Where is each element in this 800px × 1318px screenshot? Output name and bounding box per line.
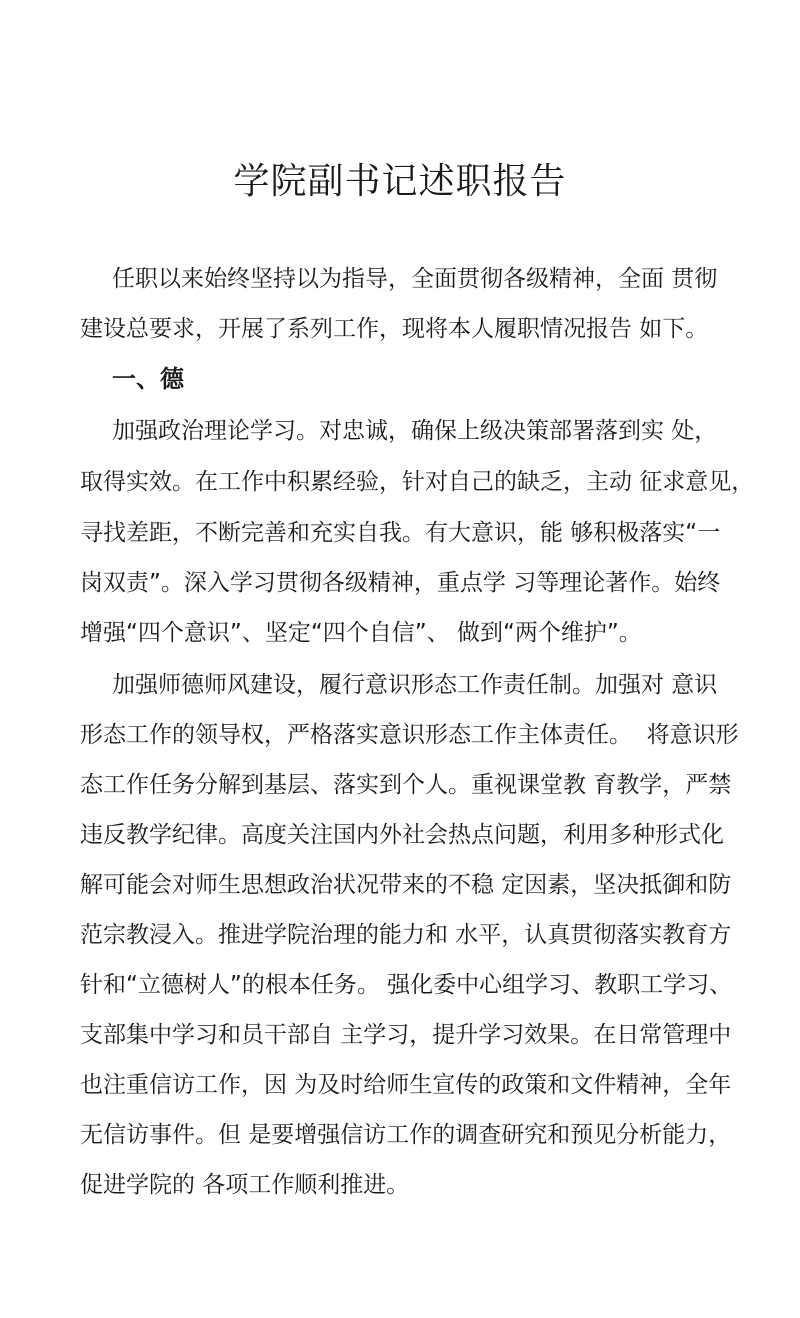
paragraph-3-line-2: 形态工作的领导权，严格落实意识形态工作主体责任。 将意识形	[80, 722, 739, 748]
paragraph-2-line-3: 寻找差距，不断完善和充实自我。有大意识，能 够积极落实“一	[80, 520, 721, 546]
paragraph-1-line-1: 任职以来始终坚持以为指导，全面贯彻各级精神，全面 贯彻	[112, 266, 718, 292]
paragraph-2-line-5: 增强“四个意识”、坚定“四个自信”、 做到“两个维护”。	[80, 620, 642, 646]
section-heading-de: 一、德	[112, 365, 184, 393]
paragraph-3-line-6: 范宗教浸入。推进学院治理的能力和 水平，认真贯彻落实教育方	[80, 922, 732, 948]
paragraph-3-line-9: 也注重信访工作，因 为及时给师生宣传的政策和文件精神，全年	[80, 1072, 732, 1098]
paragraph-3-line-5: 解可能会对师生思想政治状况带来的不稳 定因素，坚决抵御和防	[80, 872, 732, 898]
paragraph-1-line-2: 建设总要求，开展了系列工作，现将本人履职情况报告 如下。	[80, 316, 709, 342]
paragraph-3-line-11: 促进学院的 各项工作顺利推进。	[80, 1172, 410, 1198]
paragraph-3-line-3: 态工作任务分解到基层、落实到个人。重视课堂教 育教学，严禁	[80, 772, 732, 798]
paragraph-3-line-10: 无信访事件。但 是要增强信访工作的调查研究和预见分析能力，	[80, 1122, 732, 1148]
paragraph-3-line-8: 支部集中学习和员干部自 主学习，提升学习效果。在日常管理中	[80, 1022, 732, 1048]
paragraph-3-line-4: 违反教学纪律。高度关注国内外社会热点问题，利用多种形式化	[80, 822, 724, 848]
paragraph-2-line-4: 岗双责”。深入学习贯彻各级精神，重点学 习等理论著作。始终	[80, 570, 721, 596]
paragraph-2-line-1: 加强政治理论学习。对忠诚，确保上级决策部署落到实 处，	[112, 418, 718, 444]
paragraph-3-line-7: 针和“立德树人”的根本任务。 强化委中心组学习、教职工学习、	[80, 972, 733, 998]
paragraph-3-line-1: 加强师德师风建设，履行意识形态工作责任制。加强对 意识	[112, 672, 718, 698]
paragraph-2-line-2: 取得实效。在工作中积累经验，针对自己的缺乏，主动 征求意见，	[80, 469, 755, 495]
page-title: 学院副书记述职报告	[233, 161, 567, 202]
